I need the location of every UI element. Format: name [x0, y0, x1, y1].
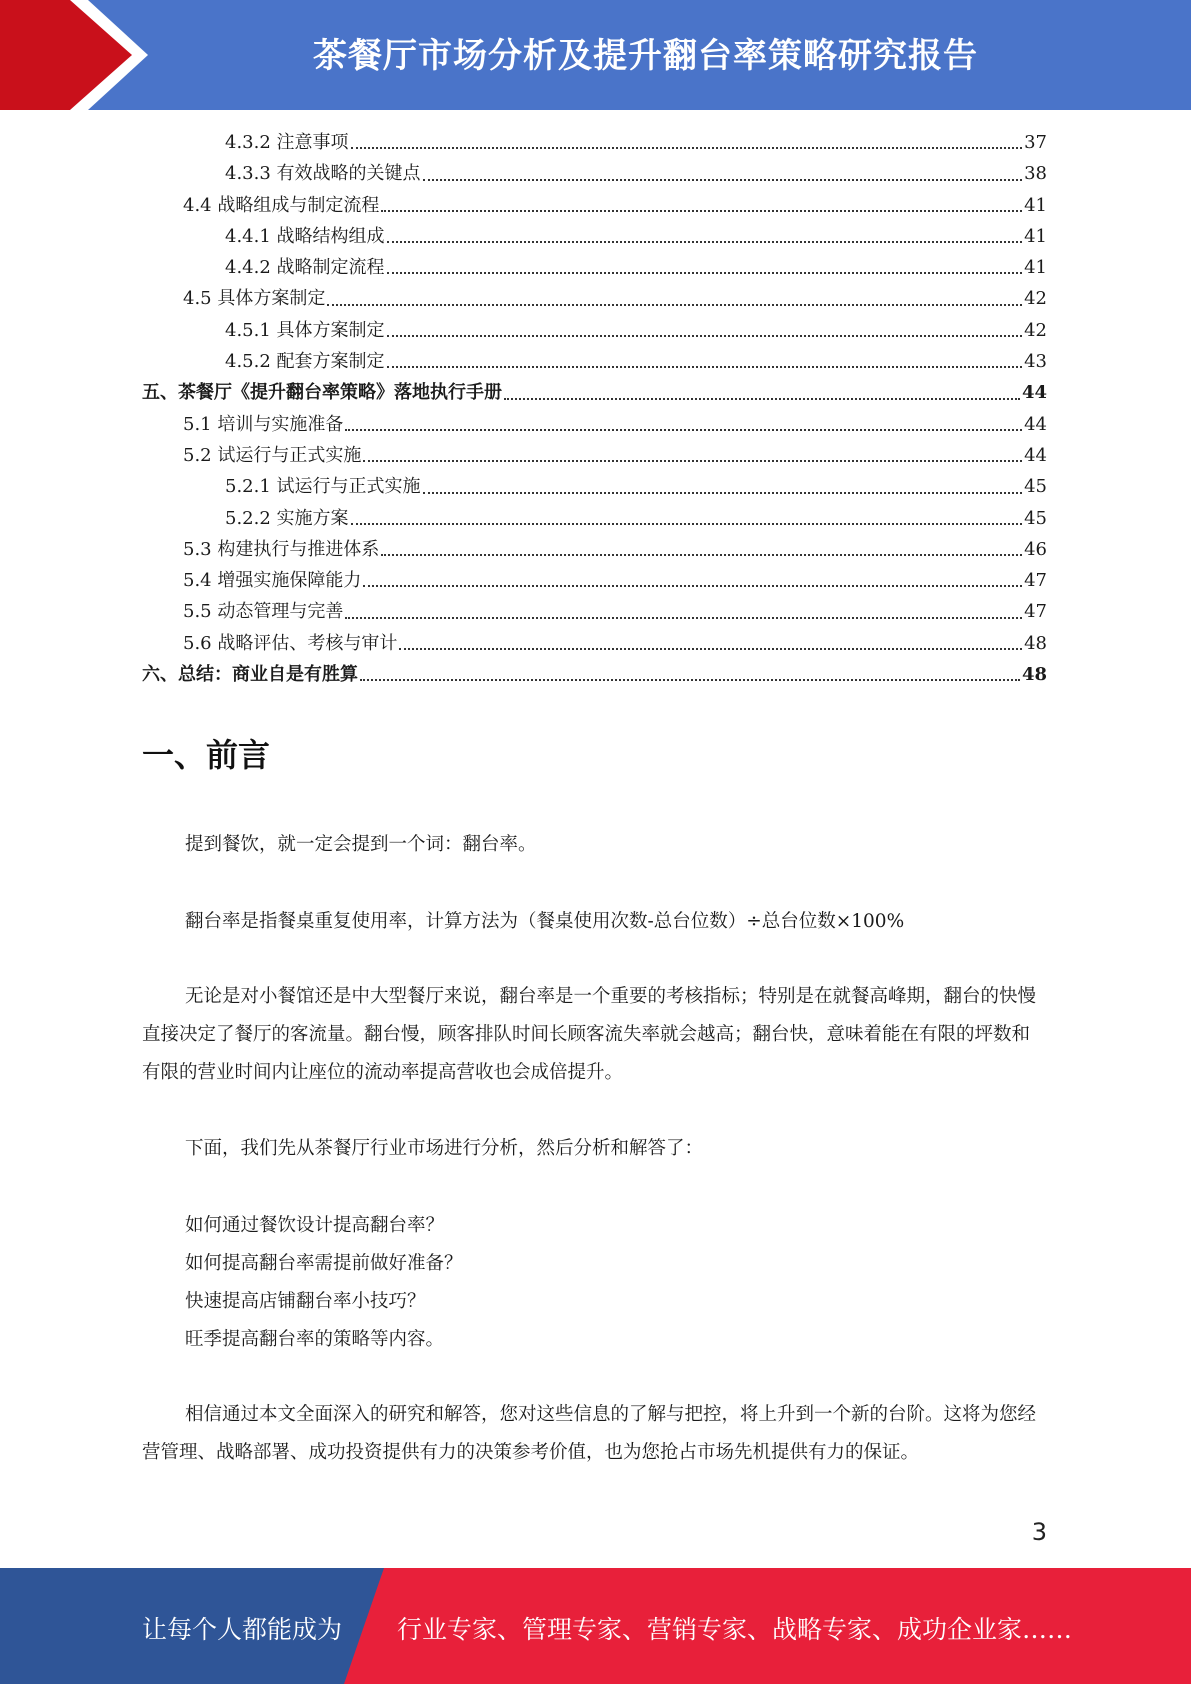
- toc-entry[interactable]: [142, 158, 1047, 189]
- page-number: 3: [1031, 1518, 1047, 1546]
- toc-entry-title: 5.2 试运行与正式实施: [183, 444, 362, 466]
- toc-entry[interactable]: [142, 471, 1047, 502]
- toc-dot-leader: [345, 616, 1022, 619]
- toc-entry-page: 42: [1024, 288, 1047, 310]
- toc-entry-title: 5.2.2 实施方案: [225, 507, 349, 529]
- toc-entry-page: 41: [1024, 257, 1047, 279]
- header-band: [0, 0, 1191, 110]
- footer-slogan-right: 行业专家、管理专家、营销专家、战略专家、成功企业家……: [397, 1615, 1073, 1644]
- toc-dot-leader: [387, 365, 1023, 368]
- toc-entry[interactable]: [142, 409, 1047, 440]
- toc-dot-leader: [345, 428, 1022, 431]
- toc-dot-leader: [363, 459, 1022, 462]
- toc-entry-title: 5.1 培训与实施准备: [183, 413, 344, 435]
- toc-entry[interactable]: [142, 596, 1047, 627]
- toc-entry-page: 47: [1024, 601, 1047, 623]
- toc-entry-title: 5.3 构建执行与推进体系: [183, 538, 380, 560]
- toc-entry-page: 46: [1024, 538, 1047, 560]
- toc-entry-page: 48: [1021, 664, 1047, 686]
- toc-entry-page: 45: [1024, 476, 1047, 498]
- toc-entry[interactable]: [142, 628, 1047, 659]
- paragraph-definition: 翻台率是指餐桌重复使用率，计算方法为（餐桌使用次数-总台位数）÷总台位数×100%: [185, 911, 905, 932]
- toc-entry-title: 4.4 战略组成与制定流程: [183, 194, 380, 216]
- toc-entry-title: 4.4.1 战略结构组成: [225, 225, 385, 247]
- toc-entry[interactable]: [142, 659, 1047, 690]
- toc-entry[interactable]: [142, 221, 1047, 252]
- question-item: 如何通过餐饮设计提高翻台率？: [185, 1215, 445, 1236]
- toc-dot-leader: [351, 146, 1023, 149]
- toc-entry[interactable]: [142, 283, 1047, 314]
- toc-entry[interactable]: [142, 440, 1047, 471]
- question-item: 如何提高翻台率需提前做好准备？: [185, 1253, 463, 1274]
- toc-entry[interactable]: [142, 315, 1047, 346]
- toc-entry-page: 47: [1024, 570, 1047, 592]
- toc-entry-page: 48: [1024, 632, 1047, 654]
- toc-entry[interactable]: [142, 127, 1047, 158]
- toc-entry-page: 42: [1024, 319, 1047, 341]
- toc-dot-leader: [387, 240, 1023, 243]
- toc-entry-title: 4.5.1 具体方案制定: [225, 319, 385, 341]
- toc-entry-page: 45: [1024, 507, 1047, 529]
- toc-entry-page: 44: [1021, 382, 1047, 404]
- toc-entry[interactable]: [142, 346, 1047, 377]
- toc-dot-leader: [399, 647, 1022, 650]
- footer-slogan-left: 让每个人都能成为: [142, 1615, 343, 1644]
- paragraph-intro: 提到餐饮，就一定会提到一个词：翻台率。: [185, 834, 537, 855]
- toc-entry-page: 38: [1024, 163, 1047, 185]
- footer-banner: [0, 1568, 1191, 1684]
- paragraph-importance: 无论是对小餐馆还是中大型餐厅来说，翻台率是一个重要的考核指标；特别是在就餐高峰期，翻台的快慢直接决定了餐厅的客流量。翻台慢，顾客排队时间长顾客流失率就会越高；翻台快，意味着能在有限的坪数和有限的营业时间内让座位的流动率提高营收也会成倍提升。: [142, 986, 1037, 1083]
- toc-entry-title: 5.6 战略评估、考核与审计: [183, 632, 398, 654]
- toc-entry-title: 5.4 增强实施保障能力: [183, 570, 362, 592]
- toc-dot-leader: [327, 303, 1022, 306]
- toc-entry-title: 4.3.2 注意事项: [225, 132, 349, 153]
- toc-entry-title: 5.5 动态管理与完善: [183, 601, 344, 623]
- toc-entry-page: 41: [1024, 225, 1047, 247]
- toc-entry[interactable]: [142, 190, 1047, 221]
- toc-entry-page: 37: [1024, 132, 1047, 153]
- table-of-contents: [142, 127, 1047, 690]
- toc-entry-title: 4.5.2 配套方案制定: [225, 351, 385, 373]
- toc-dot-leader: [387, 334, 1023, 337]
- paragraph-overview: 下面，我们先从茶餐厅行业市场进行分析，然后分析和解答了：: [185, 1138, 704, 1159]
- toc-entry-page: 44: [1024, 413, 1047, 435]
- toc-dot-leader: [504, 397, 1020, 400]
- toc-dot-leader: [423, 178, 1023, 181]
- toc-dot-leader: [381, 553, 1022, 556]
- toc-dot-leader: [381, 209, 1022, 212]
- toc-entry[interactable]: [142, 377, 1047, 408]
- toc-entry[interactable]: [142, 534, 1047, 565]
- toc-dot-leader: [387, 271, 1023, 274]
- toc-entry-title: 4.4.2 战略制定流程: [225, 257, 385, 279]
- toc-entry[interactable]: [142, 252, 1047, 283]
- toc-dot-leader: [363, 584, 1022, 587]
- toc-entry[interactable]: [142, 503, 1047, 534]
- toc-entry-page: 43: [1024, 351, 1047, 373]
- toc-entry-page: 41: [1024, 194, 1047, 216]
- question-item: 旺季提高翻台率的策略等内容。: [185, 1329, 445, 1350]
- header-chevron-icon: [0, 0, 160, 110]
- toc-entry[interactable]: [142, 565, 1047, 596]
- toc-entry-title: 六、总结：商业自是有胜算: [142, 664, 358, 686]
- toc-entry-page: 44: [1024, 444, 1047, 466]
- section-heading: 一、前言: [142, 736, 271, 774]
- toc-entry-title: 4.3.3 有效战略的关键点: [225, 163, 421, 185]
- toc-dot-leader: [351, 522, 1023, 525]
- question-item: 快速提高店铺翻台率小技巧？: [185, 1291, 426, 1312]
- paragraph-conclusion: 相信通过本文全面深入的研究和解答，您对这些信息的了解与把控，将上升到一个新的台阶。这将为您经营管理、战略部署、成功投资提供有力的决策参考价值，也为您抢占市场先机提供有力的保证。: [142, 1404, 1037, 1463]
- toc-dot-leader: [360, 678, 1020, 681]
- question-list: [185, 1207, 463, 1359]
- toc-entry-title: 5.2.1 试运行与正式实施: [225, 476, 421, 498]
- document-title: 茶餐厅市场分析及提升翻台率策略研究报告: [313, 36, 978, 76]
- toc-entry-title: 4.5 具体方案制定: [183, 288, 326, 310]
- toc-dot-leader: [423, 491, 1023, 494]
- toc-entry-title: 五、茶餐厅《提升翻台率策略》落地执行手册: [142, 382, 502, 404]
